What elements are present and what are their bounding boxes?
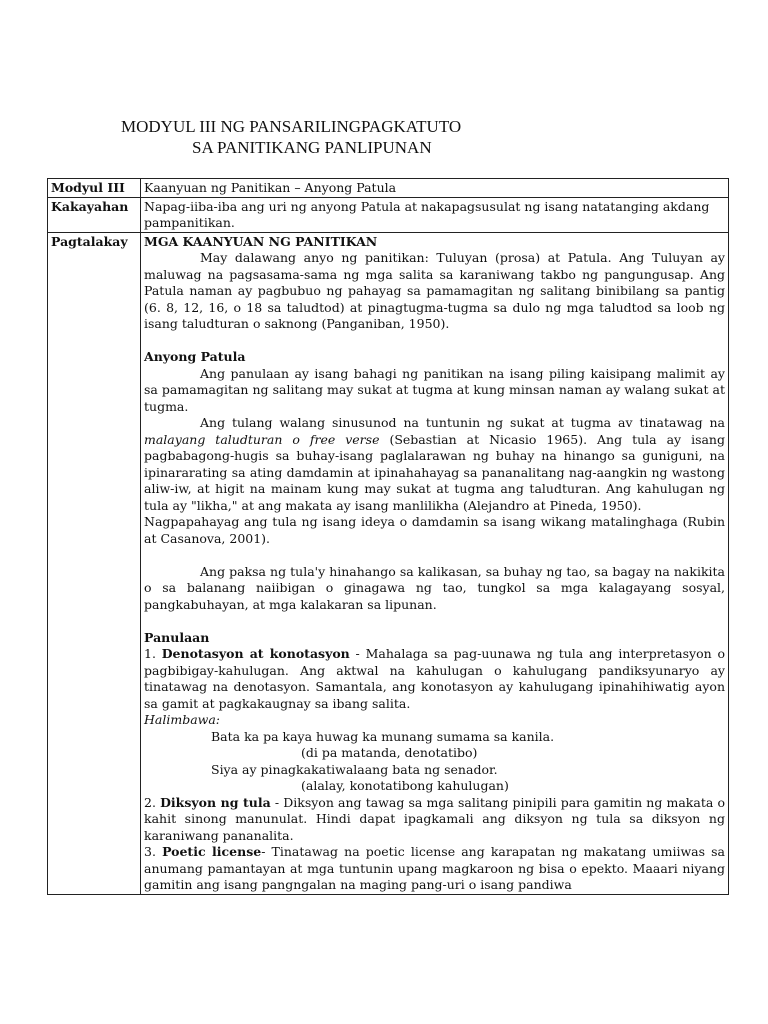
label-kakayahan: Kakayahan — [48, 197, 141, 232]
value-kakayahan: Napag-iiba-iba ang uri ng anyong Patula at nakapagsusulat ng isang natatanging akdang pampanitikan. — [141, 197, 729, 232]
subheading-panulaan: Panulaan — [144, 629, 210, 645]
module-table — [47, 178, 729, 895]
paragraph-panulaan: Ang panulaan ay isang bahagi ng panitikan na isang piling kaisipang malimit ay sa pamamagitan ng salitang may sukat at tugma at kung minsan naman ay walang sukat at tugma. — [144, 365, 725, 414]
list-item-poetic-license: 3. Poetic license- Tinatawag na poetic license ang karapatan ng makatang umiiwas sa anumang pamantayan at mga tuntunin upang magkaroon ng bisa o epekto. Maaari niyang gamitin ang isang pangngalan na maging pang-uri o isang pandiwa — [144, 844, 726, 892]
label-modyul: Modyul III — [48, 179, 141, 198]
row-kakayahan — [48, 197, 729, 232]
list-item-denotasyon: 1. Denotasyon at konotasyon - Mahalaga sa pag-uunawa ng tula ang interpretasyon o pagbibigay-kahulugan. Ang aktwal na kahulugan o kahulugang pandiksyunaryo ay tinatawag na denotasyon. Samantala, ang konotasyon ay kahulugang ipinahihiwatig ayon sa gamit at pagkakaugnay sa ibang salita. — [144, 646, 725, 711]
example-sentence-1: Bata ka pa kaya huwag ka munang sumama sa kanila. — [211, 728, 555, 744]
subheading-anyong-patula: Anyong Patula — [144, 349, 246, 364]
label-pagtalakay: Pagtalakay — [48, 232, 141, 894]
paragraph-matalinghaga: Nagpapahayag ang tula ng isang ideya o damdamin sa isang wikang matalinghaga (Rubin at Casanova, 2001). — [144, 514, 725, 546]
paragraph-paksa: Ang paksa ng tula'y hinahango sa kalikasan, sa buhay ng tao, sa bagay na nakikita o sa balanang naiibigan o ginagawa ng tao, tungkol sa mga kalagayang sosyal, pangkabuhayan, at mga kalakaran sa lipunan. — [144, 563, 725, 612]
discussion-content — [141, 232, 729, 894]
paragraph-anyo: May dalawang anyo ng panitikan: Tuluyan (prosa) at Patula. Ang Tuluyan ay maluwag na pagsasama-sama ng mga salita sa karaniwang takbo ng pangungusap. Ang Patula naman ay pagbubuo ng pahayag sa pamamagitan ng salitang binibilang sa pantig (6. 8, 12, 16, o 18 sa taludtod) at pinagtugma-tugma sa dulo ng mga taludtod sa loob ng isang taludturan o saknong (Panganiban, 1950). — [144, 250, 725, 331]
example-label: Halimbawa: — [144, 712, 221, 727]
example-sentence-2: Siya ay pinagkakatiwalaang bata ng senador. — [211, 761, 498, 777]
value-modyul: Kaanyuan ng Panitikan – Anyong Patula — [141, 179, 729, 198]
title-line-1: MODYUL III NG PANSARILINGPAGKATUTO — [121, 117, 462, 136]
example-note-2: (alalay, konotatibong kahulugan) — [301, 778, 509, 793]
title-line-2: SA PANITIKANG PANLIPUNAN — [192, 138, 432, 157]
example-note-1: (di pa matanda, denotatibo) — [301, 745, 478, 760]
row-modyul — [48, 179, 729, 198]
paragraph-malayang-taludturan: Ang tulang walang sinusunod na tuntunin ng sukat at tugma av tinatawag na malayang taludturan o free verse (Sebastian at Nicasio 1965). Ang tula ay isang pagbabagong-hugis sa buhay-isang paglalarawan ng buhay na hinango sa guniguni, na ipinararating sa ating damdamin at ipinahahayag sa pananalitang nag-aangkin ng wastong aliw-iw, at higit na mainam kung may sukat at tugma ang taludturan. Ang kahulugan ng tula ay "likha," at ang makata ay isang manlilikha (Alejandro at Pineda, 1950). — [144, 415, 725, 513]
section-heading: MGA KAANYUAN NG PANITIKAN — [144, 233, 378, 249]
row-pagtalakay — [48, 232, 729, 894]
list-item-diksyon: 2. Diksyon ng tula - Diksyon ang tawag sa mga salitang pinipili para gamitin ng makata o kahit sinong manunulat. Hindi dapat ipagkamali ang diksyon ng tula sa diksyon ng karaniwang pananalita. — [144, 794, 725, 843]
